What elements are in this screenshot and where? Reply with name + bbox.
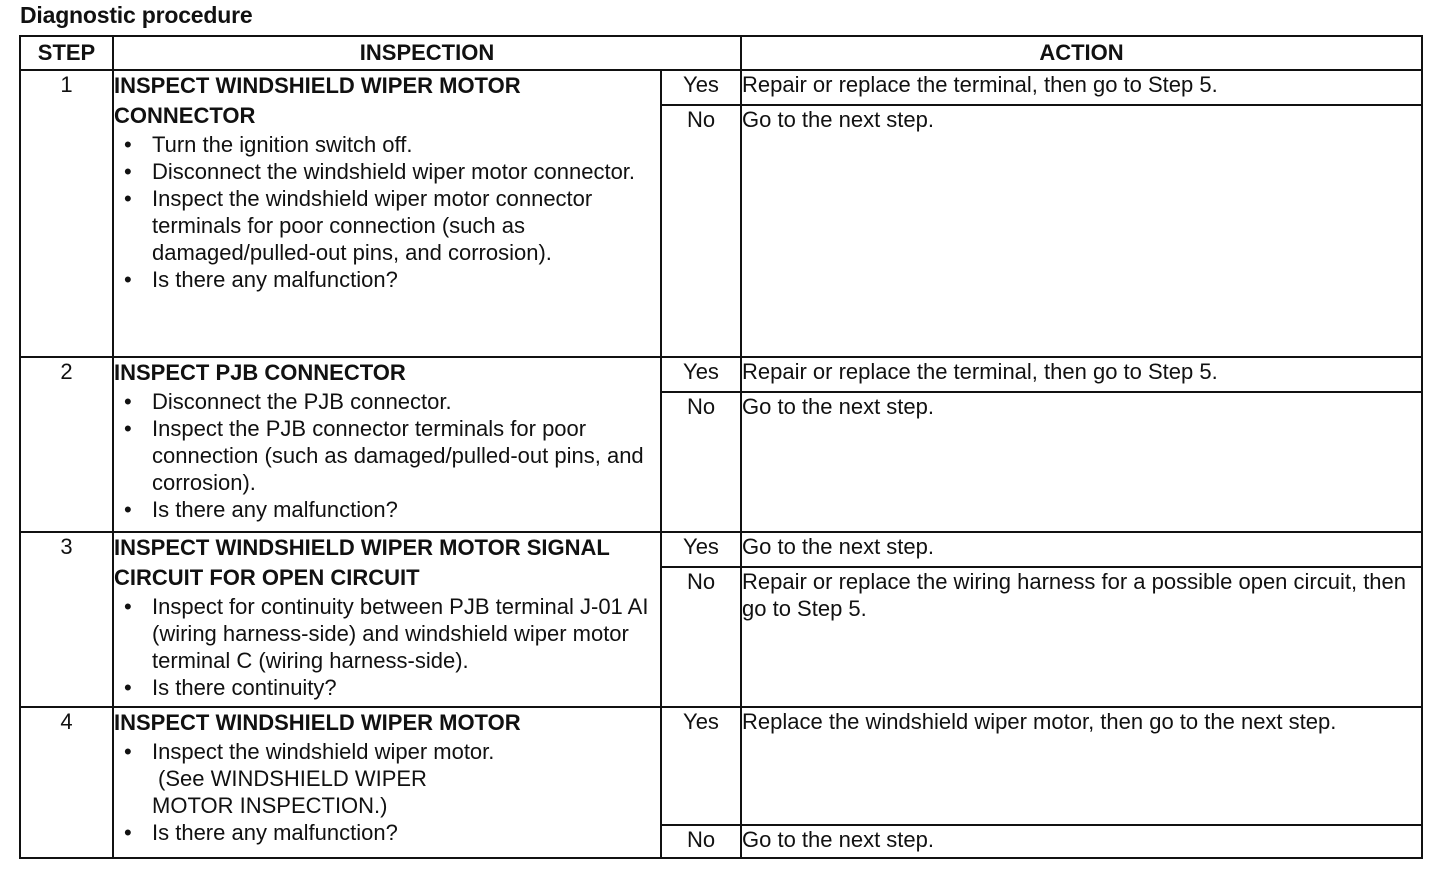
inspection-cell — [113, 532, 661, 707]
yes-label: Yes — [661, 707, 741, 825]
header-step: STEP — [20, 36, 113, 70]
bullet-item: • Inspect the PJB connector terminals for poor connection (such as damaged/pulled-out pins, and corrosion). — [152, 415, 660, 496]
bullet-item — [152, 738, 660, 819]
bullet-item: • Is there any malfunction? — [152, 266, 660, 293]
no-action: Go to the next step. — [741, 105, 1422, 357]
yes-action: Replace the windshield wiper motor, then go to the next step. — [741, 707, 1422, 825]
table-row-step-3-yes — [20, 532, 1422, 567]
yes-action: Repair or replace the terminal, then go to Step 5. — [741, 70, 1422, 105]
no-label: No — [661, 392, 741, 532]
bullet-item: • Disconnect the windshield wiper motor connector. — [152, 158, 660, 185]
cross-reference-note: MOTOR INSPECTION.) — [152, 793, 388, 818]
no-action: Go to the next step. — [741, 392, 1422, 532]
no-label: No — [661, 567, 741, 707]
inspection-bullets — [114, 738, 660, 846]
inspection-bullets — [114, 131, 660, 293]
bullet-item: • Disconnect the PJB connector. — [152, 388, 660, 415]
inspection-bullets — [114, 388, 660, 523]
header-action: ACTION — [741, 36, 1422, 70]
table-row-step-4-yes — [20, 707, 1422, 825]
yes-label: Yes — [661, 532, 741, 567]
yes-label: Yes — [661, 70, 741, 105]
bullet-item: • Is there any malfunction? — [152, 496, 660, 523]
yes-label: Yes — [661, 357, 741, 392]
step-number: 2 — [20, 357, 113, 532]
bullet-text: Inspect the windshield wiper motor. — [152, 739, 495, 764]
cross-reference-note: (See WINDSHIELD WIPER — [158, 766, 427, 791]
table-header-row — [20, 36, 1422, 70]
no-label: No — [661, 825, 741, 858]
inspection-title: INSPECT WINDSHIELD WIPER MOTOR CONNECTOR — [114, 73, 521, 128]
table-row-step-2-yes — [20, 357, 1422, 392]
bullet-item: • Turn the ignition switch off. — [152, 131, 660, 158]
inspection-bullets — [114, 593, 660, 701]
step-number: 4 — [20, 707, 113, 858]
inspection-title: INSPECT WINDSHIELD WIPER MOTOR SIGNAL CIRCUIT FOR OPEN CIRCUIT — [114, 535, 610, 590]
table-row-step-1-yes — [20, 70, 1422, 105]
no-action: Repair or replace the wiring harness for a possible open circuit, then go to Step 5. — [741, 567, 1422, 707]
inspection-title: INSPECT PJB CONNECTOR — [114, 360, 406, 385]
no-label: No — [661, 105, 741, 357]
step-number: 3 — [20, 532, 113, 707]
yes-action: Repair or replace the terminal, then go to Step 5. — [741, 357, 1422, 392]
bullet-item: • Inspect the windshield wiper motor connector terminals for poor connection (such as damaged/pulled-out pins, and corrosion). — [152, 185, 660, 266]
header-inspection: INSPECTION — [113, 36, 741, 70]
bullet-item: • Is there any malfunction? — [152, 819, 660, 846]
inspection-cell — [113, 357, 661, 532]
no-action: Go to the next step. — [741, 825, 1422, 858]
bullet-item: • Is there continuity? — [152, 674, 660, 701]
bullet-item: • Inspect for continuity between PJB terminal J-01 AI (wiring harness-side) and windshield wiper motor terminal C (wiring harness-side). — [152, 593, 660, 674]
diagnostic-table — [19, 35, 1423, 859]
inspection-title: INSPECT WINDSHIELD WIPER MOTOR — [114, 710, 521, 735]
page-title: Diagnostic procedure — [20, 2, 253, 28]
inspection-cell — [113, 707, 661, 858]
inspection-cell — [113, 70, 661, 357]
yes-action: Go to the next step. — [741, 532, 1422, 567]
step-number: 1 — [20, 70, 113, 357]
